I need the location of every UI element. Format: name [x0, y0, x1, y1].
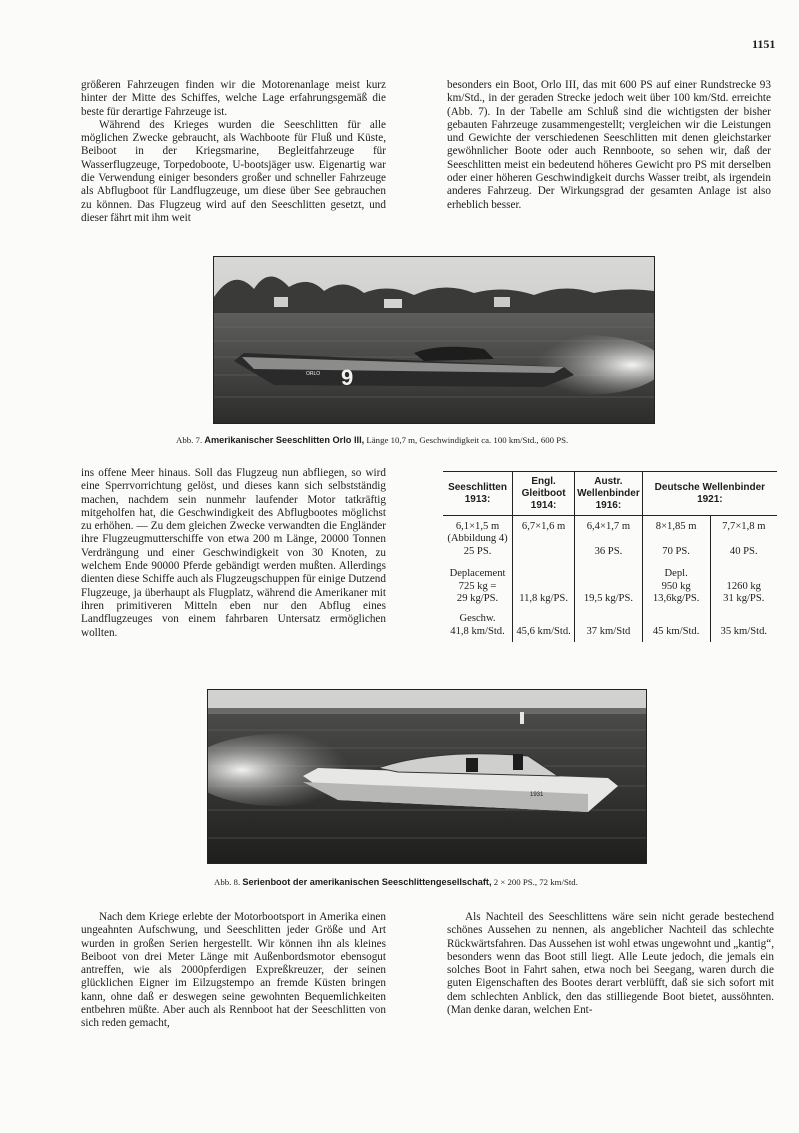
caption-details: Länge 10,7 m, Geschwindigkeit ca. 100 km/Std., 600 PS. [366, 435, 569, 445]
table-cell [710, 568, 777, 580]
table-cell: 37 km/Std [575, 626, 643, 642]
caption-details: 2 × 200 PS., 72 km/Std. [493, 877, 578, 887]
table-cell [575, 533, 643, 545]
figure-7-photo [213, 256, 655, 424]
table-cell: 35 km/Std. [710, 626, 777, 642]
figure-8-caption [214, 877, 578, 888]
specifications-table [443, 471, 777, 642]
text-column-top-right [447, 79, 771, 212]
table-cell [513, 546, 575, 558]
table-row [443, 581, 777, 593]
table-cell: 29 kg/PS. [456, 593, 499, 605]
table-row [443, 558, 777, 568]
speedboat-image [208, 690, 646, 863]
table-cell [513, 558, 575, 568]
text-column-bottom-left [81, 911, 386, 1031]
table-cell: 13,6kg/PS. [642, 593, 710, 605]
column-header: Seeschlitten 1913: [443, 472, 513, 516]
caption-title: Serienboot der amerikanischen Seeschlittengesellschaft, [242, 877, 492, 887]
figure-8-photo [207, 689, 647, 864]
paragraph: Nach dem Kriege erlebte der Motorbootsport in Amerika einen ungeahnten Aufschwung, und Seeschlitten jeder Größe und Art wurden in großen Serien hergestellt. Wir können ihn als kleines Beiboot von drei Meter Länge mit Außenbordsmotor ebensogut antreffen, wie als 2000pferdigen Expreßkreuzer, der seinen glücklichen Eigner im Eilzugstempo an fremde Küsten bringen kann, ohne daß er deswegen seine gewohnten Bequemlichkeiten entbehren müßte. Aber auch als Rennboot hat der Seeschlitten von sich reden gemacht, [81, 911, 386, 1030]
table-cell [513, 533, 575, 545]
table-cell [642, 605, 710, 625]
table-cell: 45,6 km/Std. [513, 626, 575, 642]
table-cell [443, 558, 513, 568]
paragraph: besonders ein Boot, Orlo III, das mit 600 PS auf einer Rundstrecke 93 km/Std., in der geraden Strecke jedoch weit über 100 km/Std. erreichte (Abb. 7). In der Tabelle am Schluß sind die wichtigsten der bisher gebauten Fahrzeuge zusammengestellt; vergleichen wir die Leistungen und Gewichte der verschiedenen Seeschlitten mit denen gleichstarker gewöhnlicher Boote oder auch Rennboote, so sehen wir, daß der Seeschlitten meist ein bedeutend höheres Gewicht pro PS mit derselben oder einer höheren Geschwindigkeit durchs Wasser treibt, als irgendein anderes Fahrzeug. Der Wirkungsgrad der gesamten Anlage ist also erheblich besser. [447, 79, 771, 211]
column-header: Engl. Gleitboot 1914: [513, 472, 575, 516]
text-column-top-left [81, 79, 386, 225]
hull-marking: ORLO [306, 371, 321, 377]
table-cell [710, 533, 777, 545]
column-header: Austr. Wellenbinder 1916: [575, 472, 643, 516]
table-header-row [443, 472, 777, 516]
table-cell [513, 581, 575, 593]
table-cell: 19,5 kg/PS. [575, 593, 643, 605]
text-column-middle-left [81, 467, 386, 640]
table-cell: 8×1,85 m [642, 516, 710, 534]
table-cell [710, 605, 777, 625]
table-row [443, 568, 777, 580]
table-row [443, 605, 777, 625]
table-cell: 6,7×1,6 m [513, 516, 575, 534]
table-cell [642, 533, 710, 545]
paragraph: ins offene Meer hinaus. Soll das Flugzeug nun abfliegen, so wird eine Sperrvorrichtung gelöst, und dieses kann sich selbstständig machen, nachdem sein nunmehr laufender Motor tatkräftig mitgeholfen hat, die Geschwindigkeit des Abflugbootes möglichst zu erhöhen. — Zu dem gleichen Zwecke verwandten die Engländer ihre Flugzeugmutterschiffe von etwa 200 m Länge, 20000 Tonnen Verdrängung und einer Geschwindigkeit von 30 Knoten, zu welchem Ende 90000 Pferde gebändigt werden mußten. Allerdings dienten diese Schiffe auch als Flugzeugschuppen für einige Dutzend Flugzeuge, ja überhaupt als Flugplatz, während die Amerikaner mit ihren primitiveren Mitteln eben nur den Abflug eines Landflugzeuges von einem fahrbaren Untersatz ermöglichen wollten. [81, 467, 386, 639]
table-cell: 41,8 km/Std. [450, 625, 505, 637]
table-cell [513, 568, 575, 580]
table-cell [575, 605, 643, 625]
table-cell: 31 kg/PS. [710, 593, 777, 605]
table-cell: 11,8 kg/PS. [513, 593, 575, 605]
speedboat-image [214, 257, 654, 423]
table-cell: 725 kg = [458, 580, 497, 592]
table-cell: Depl. [642, 568, 710, 580]
boat-number: 9 [341, 365, 354, 390]
caption-label: Abb. 8. [214, 877, 241, 887]
table-cell: Deplacement [449, 568, 506, 580]
table-cell [513, 605, 575, 625]
table-cell: 1260 kg [710, 581, 777, 593]
table-row [443, 546, 777, 558]
table-cell [575, 558, 643, 568]
figure-7-caption [176, 435, 568, 446]
caption-label: Abb. 7. [176, 435, 203, 445]
hull-marking: 1931 [530, 792, 544, 798]
table-cell: (Abbildung 4) [447, 533, 508, 545]
table-cell [575, 568, 643, 580]
table-row [443, 593, 777, 605]
table-cell: 40 PS. [710, 546, 777, 558]
table-row [443, 516, 777, 534]
table-cell [710, 558, 777, 568]
table-cell: 25 PS. [463, 545, 492, 557]
table-cell: 7,7×1,8 m [710, 516, 777, 534]
table-cell [575, 581, 643, 593]
column-header: Deutsche Wellenbinder 1921: [642, 472, 777, 516]
table-cell: 36 PS. [575, 546, 643, 558]
table-cell: 70 PS. [642, 546, 710, 558]
paragraph: Als Nachteil des Seeschlittens wäre sein nicht gerade bestechend schönes Aussehen zu nennen, als angeblicher Nachteil das schlechte Rückwärtsfahren. Das Aussehen ist wohl etwas ungewohnt und „kantig“, besonders wenn das Boot still liegt. Alle Leute jedoch, die jemals ein solches Boot in Fahrt sahen, etwa noch bei Seegang, waren durch die guten Eigenschaften des Bootes derart verblüfft, daß sie sich sofort mit dem schlechten Anblick, den das stilliegende Boot bietet, aussöhnten. (Man denke daran, welchen Ent- [447, 911, 774, 1017]
caption-title: Amerikanischer Seeschlitten Orlo III, [204, 435, 365, 445]
table-row [443, 533, 777, 545]
table-cell: 6,1×1,5 m [455, 521, 500, 532]
paragraph: Während des Krieges wurden die Seeschlitten für alle möglichen Zwecke gebraucht, als Wachboote für Fluß und Küste, Beiboot in der Kriegsmarine, Begleitfahrzeuge für Wasserflugzeuge, Torpedoboote, U-bootsjäger usw. Eigenartig war die Verwendung einiger besonders großer und schneller Fahrzeuge als Abflugboot für Landflugzeuge, um diese über See gebrauchen zu können. Das Flugzeug wird auf den Seeschlitten gesetzt, und dieser fährt mit ihm weit [81, 118, 386, 224]
table-cell [642, 558, 710, 568]
table-row [443, 626, 777, 642]
paragraph: größeren Fahrzeugen finden wir die Motorenanlage meist kurz hinter der Mitte des Schiffes, welche Lage erfahrungsgemäß die beste für derartige Fahrzeuge ist. [81, 79, 386, 118]
table-cell: Geschw. [459, 613, 496, 625]
table-cell: 45 km/Std. [642, 626, 710, 642]
text-column-bottom-right [447, 911, 774, 1017]
table-cell: 6,4×1,7 m [575, 516, 643, 534]
table-cell: 950 kg [642, 581, 710, 593]
page-number: 1151 [752, 37, 776, 51]
